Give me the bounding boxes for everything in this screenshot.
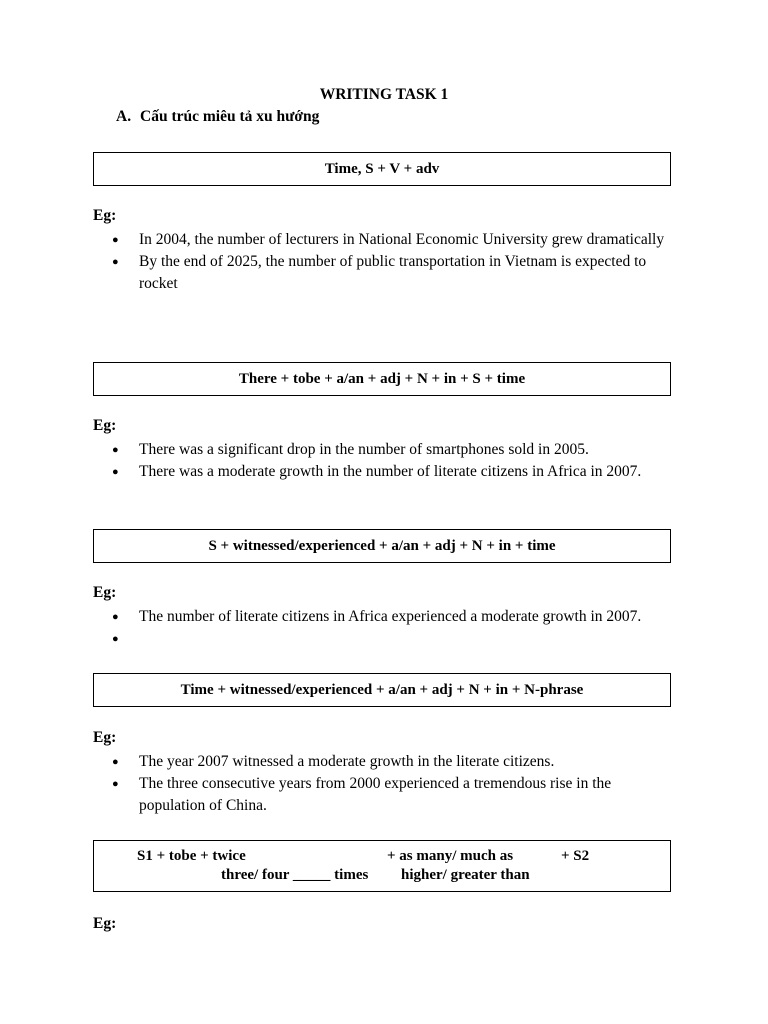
list-item: ● There was a significant drop in the number of smartphones sold in 2005. (110, 439, 675, 461)
eg-label: Eg: (93, 207, 117, 224)
example-list (110, 229, 675, 295)
comparison-multiplier: three/ four _____ times (221, 867, 369, 883)
formula-box: There + tobe + a/an + adj + N + in + S + time (93, 362, 671, 396)
example-list (110, 439, 675, 483)
document-title: WRITING TASK 1 (319, 86, 449, 103)
eg-label: Eg: (93, 915, 117, 932)
comparison-subject: S1 + tobe + twice (137, 848, 246, 864)
comparison-as-many: + as many/ much as (387, 848, 514, 864)
example-list (110, 606, 675, 628)
eg-label: Eg: (93, 417, 117, 434)
section-heading-text: Cấu trúc miêu tả xu hướng (140, 108, 320, 125)
example-list (110, 751, 675, 817)
list-item: ● The number of literate citizens in Africa experienced a moderate growth in 2007. (110, 606, 675, 628)
comparison-higher: higher/ greater than (401, 867, 530, 883)
section-letter: A. (116, 108, 132, 125)
comparison-formula-box (93, 840, 671, 892)
formula-box: Time + witnessed/experienced + a/an + adj + N + in + N-phrase (93, 673, 671, 707)
formula-box: S + witnessed/experienced + a/an + adj + N + in + time (93, 529, 671, 563)
eg-label: Eg: (93, 729, 117, 746)
comparison-object: + S2 (561, 848, 590, 864)
list-item: ● By the end of 2025, the number of public transportation in Vietnam is expected to rocket (110, 251, 675, 295)
list-item: ● The three consecutive years from 2000 experienced a tremendous rise in the population of China. (110, 773, 675, 817)
section-heading (116, 108, 319, 126)
list-item: ● In 2004, the number of lecturers in National Economic University grew dramatically (110, 229, 675, 251)
list-item: ● The year 2007 witnessed a moderate growth in the literate citizens. (110, 751, 675, 773)
eg-label: Eg: (93, 584, 117, 601)
list-item: ● There was a moderate growth in the number of literate citizens in Africa in 2007. (110, 461, 675, 483)
formula-box: Time, S + V + adv (93, 152, 671, 186)
